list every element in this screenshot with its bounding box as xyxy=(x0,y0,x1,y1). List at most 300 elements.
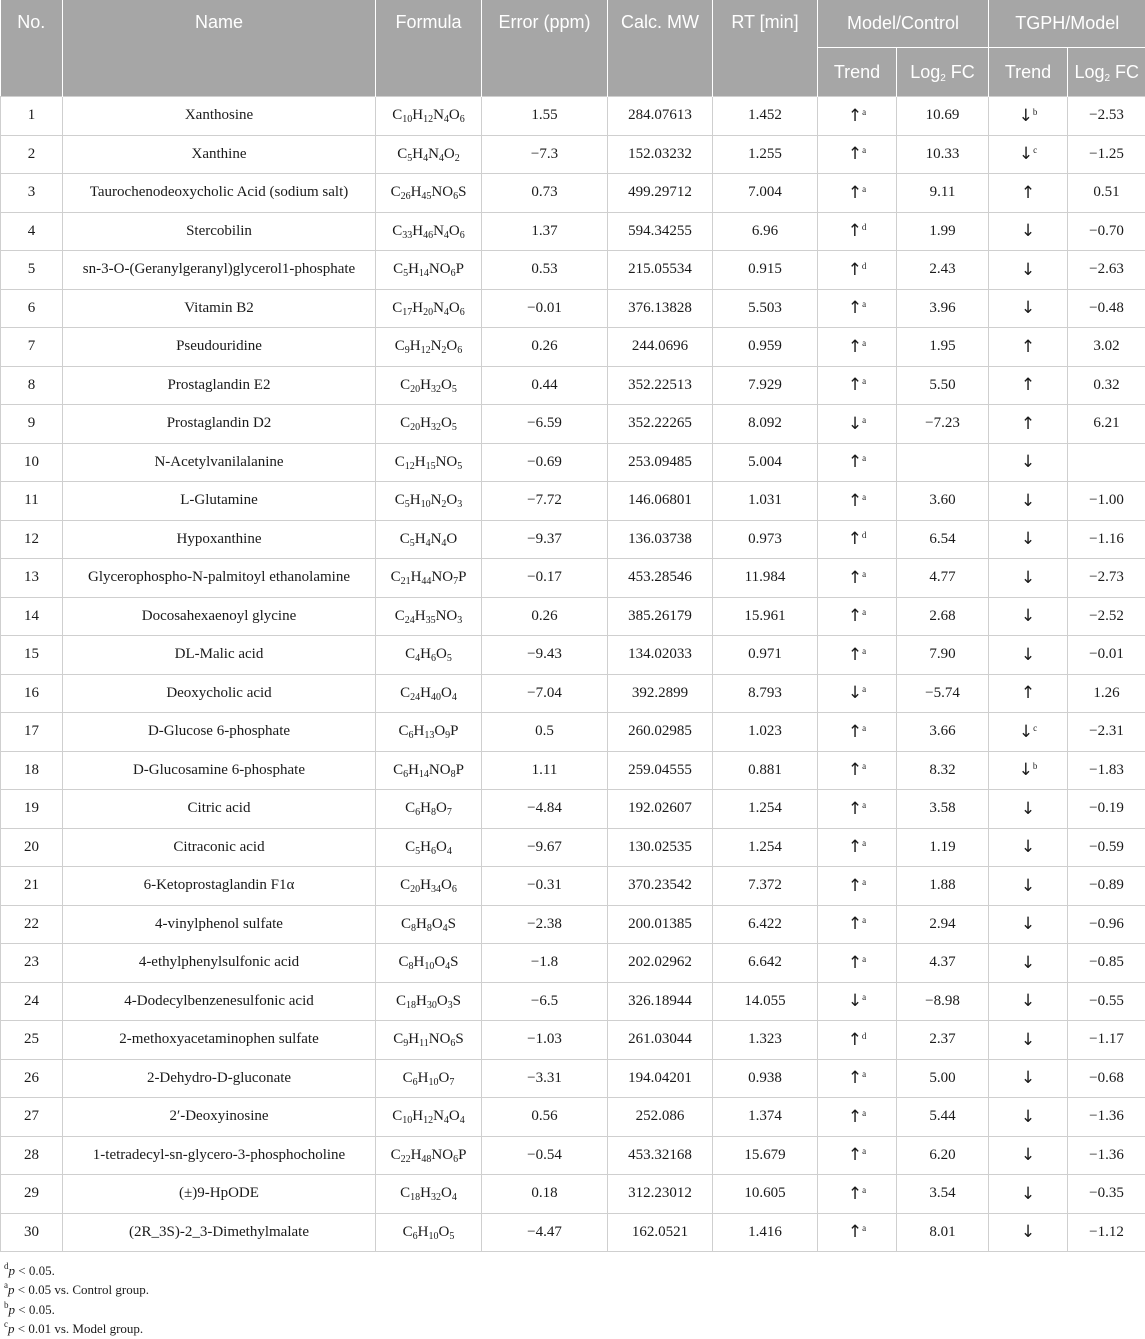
cell-error: 0.5 xyxy=(482,713,608,752)
cell-trend-model-control: ↑$^a$ xyxy=(818,443,897,482)
trend-arrow-icon: ↑ xyxy=(848,106,862,126)
footnote: $^d$p < 0.05. xyxy=(4,1261,1145,1280)
cell-no: 23 xyxy=(1,944,63,983)
cell-name: Deoxycholic acid xyxy=(63,674,376,713)
cell-rt: 1.323 xyxy=(713,1021,818,1060)
cell-log2fc-model-control: 1.95 xyxy=(897,328,989,367)
cell-trend-tgph-model xyxy=(989,982,1068,1021)
trend-arrow-icon: ↓ xyxy=(1021,645,1035,665)
trend-arrow-icon: ↑ xyxy=(848,914,862,934)
cell-formula: $C_5H_4N_4O$ xyxy=(376,520,482,559)
table-row xyxy=(1,97,1145,136)
cell-log2fc-model-control: −5.74 xyxy=(897,674,989,713)
cell-trend-model-control: ↑$^a$ xyxy=(818,1213,897,1252)
cell-trend-model-control: ↑$^a$ xyxy=(818,559,897,598)
cell-rt: 7.004 xyxy=(713,174,818,213)
table-row xyxy=(1,1213,1145,1252)
group-tgph-model: TGPH/Model xyxy=(989,0,1145,48)
trend-arrow-icon: ↑ xyxy=(848,529,862,549)
cell-mw: 312.23012 xyxy=(608,1175,713,1214)
cell-trend-tgph-model xyxy=(989,1059,1068,1098)
cell-trend-tgph-model xyxy=(989,944,1068,983)
cell-name: Docosahexaenoyl glycine xyxy=(63,597,376,636)
cell-formula: $C_{24}H_{40}O_4$ xyxy=(376,674,482,713)
cell-formula: $C_{26}H_{45}NO_6S$ xyxy=(376,174,482,213)
cell-formula: $C_{22}H_{48}NO_6P$ xyxy=(376,1136,482,1175)
cell-rt: 0.971 xyxy=(713,636,818,675)
col-rt: RT [min] xyxy=(713,0,818,97)
trend-arrow-icon: ↑ xyxy=(848,375,862,395)
cell-log2fc-tgph-model: 3.02 xyxy=(1068,328,1145,367)
cell-mw: 370.23542 xyxy=(608,867,713,906)
cell-no: 7 xyxy=(1,328,63,367)
cell-name: 6-Ketoprostaglandin F1α xyxy=(63,867,376,906)
trend-arrow-icon: ↑ xyxy=(1021,375,1035,395)
trend-arrow-icon: ↑ xyxy=(848,337,862,357)
cell-name: 2-Dehydro-D-gluconate xyxy=(63,1059,376,1098)
cell-error: −0.69 xyxy=(482,443,608,482)
cell-no: 29 xyxy=(1,1175,63,1214)
cell-trend-model-control: ↑$^a$ xyxy=(818,135,897,174)
trend-arrow-icon: ↓ xyxy=(1019,106,1033,126)
trend-arrow-icon: ↑ xyxy=(848,722,862,742)
cell-log2fc-tgph-model: −2.63 xyxy=(1068,251,1145,290)
cell-mw: 260.02985 xyxy=(608,713,713,752)
cell-trend-tgph-model xyxy=(989,905,1068,944)
cell-formula: $C_{18}H_{32}O_4$ xyxy=(376,1175,482,1214)
trend-arrow-icon: ↑ xyxy=(1021,183,1035,203)
cell-rt: 1.031 xyxy=(713,482,818,521)
cell-error: −0.31 xyxy=(482,867,608,906)
cell-mw: 385.26179 xyxy=(608,597,713,636)
cell-rt: 1.452 xyxy=(713,97,818,136)
cell-name: 2-methoxyacetaminophen sulfate xyxy=(63,1021,376,1060)
table-row xyxy=(1,636,1145,675)
trend-arrow-icon: ↑ xyxy=(848,837,862,857)
trend-arrow-icon: ↓ xyxy=(1021,837,1035,857)
cell-log2fc-tgph-model: −1.17 xyxy=(1068,1021,1145,1060)
cell-trend-tgph-model: ↓$^c$ xyxy=(989,713,1068,752)
cell-formula: $C_5H_4N_4O_2$ xyxy=(376,135,482,174)
cell-name: Xanthine xyxy=(63,135,376,174)
cell-no: 6 xyxy=(1,289,63,328)
cell-log2fc-tgph-model: −0.55 xyxy=(1068,982,1145,1021)
cell-formula: $C_{21}H_{44}NO_7P$ xyxy=(376,559,482,598)
trend-arrow-icon: ↑ xyxy=(848,260,862,280)
cell-no: 14 xyxy=(1,597,63,636)
cell-formula: $C_{20}H_{32}O_5$ xyxy=(376,366,482,405)
trend-arrow-icon: ↑ xyxy=(848,1107,862,1127)
cell-trend-model-control: ↑$^a$ xyxy=(818,790,897,829)
cell-log2fc-tgph-model: −2.52 xyxy=(1068,597,1145,636)
table-row xyxy=(1,713,1145,752)
cell-log2fc-tgph-model: −1.12 xyxy=(1068,1213,1145,1252)
cell-no: 12 xyxy=(1,520,63,559)
cell-log2fc-model-control: 3.96 xyxy=(897,289,989,328)
cell-rt: 7.929 xyxy=(713,366,818,405)
trend-arrow-icon: ↑ xyxy=(848,760,862,780)
cell-trend-model-control: ↑$^a$ xyxy=(818,636,897,675)
cell-log2fc-tgph-model: −2.73 xyxy=(1068,559,1145,598)
trend-arrow-icon: ↑ xyxy=(1021,683,1035,703)
trend-arrow-icon: ↓ xyxy=(848,683,862,703)
cell-error: −3.31 xyxy=(482,1059,608,1098)
table-row xyxy=(1,790,1145,829)
trend-arrow-icon: ↑ xyxy=(848,183,862,203)
col-log2fc-2: Log$_2$ FC xyxy=(1068,48,1145,97)
col-trend-2: Trend xyxy=(989,48,1068,97)
cell-log2fc-tgph-model: −1.83 xyxy=(1068,751,1145,790)
footnote: $^c$p < 0.01 vs. Model group. xyxy=(4,1319,1145,1338)
cell-trend-model-control: ↑$^d$ xyxy=(818,212,897,251)
table-row xyxy=(1,1136,1145,1175)
table-row xyxy=(1,135,1145,174)
cell-trend-tgph-model xyxy=(989,1136,1068,1175)
cell-trend-model-control: ↑$^a$ xyxy=(818,482,897,521)
cell-error: 0.26 xyxy=(482,597,608,636)
cell-error: −9.37 xyxy=(482,520,608,559)
cell-mw: 244.0696 xyxy=(608,328,713,367)
trend-arrow-icon: ↑ xyxy=(848,452,862,472)
cell-log2fc-model-control: 4.77 xyxy=(897,559,989,598)
cell-error: −1.03 xyxy=(482,1021,608,1060)
cell-rt: 0.881 xyxy=(713,751,818,790)
cell-trend-tgph-model xyxy=(989,174,1068,213)
cell-mw: 194.04201 xyxy=(608,1059,713,1098)
cell-name: sn-3-O-(Geranylgeranyl)glycerol1-phosphate xyxy=(63,251,376,290)
trend-arrow-icon: ↓ xyxy=(1021,914,1035,934)
cell-error: −7.04 xyxy=(482,674,608,713)
trend-arrow-icon: ↓ xyxy=(1021,221,1035,241)
trend-arrow-icon: ↓ xyxy=(848,414,862,434)
table-row xyxy=(1,828,1145,867)
cell-trend-tgph-model xyxy=(989,251,1068,290)
cell-trend-model-control: ↑$^a$ xyxy=(818,597,897,636)
cell-error: −6.59 xyxy=(482,405,608,444)
cell-formula: $C_{12}H_{15}NO_5$ xyxy=(376,443,482,482)
cell-name: Pseudouridine xyxy=(63,328,376,367)
cell-log2fc-model-control xyxy=(897,443,989,482)
cell-mw: 202.02962 xyxy=(608,944,713,983)
footnote: $^a$p < 0.05 vs. Control group. xyxy=(4,1280,1145,1299)
cell-error: −7.3 xyxy=(482,135,608,174)
cell-trend-tgph-model xyxy=(989,1098,1068,1137)
cell-log2fc-model-control: 7.90 xyxy=(897,636,989,675)
cell-error: 1.55 xyxy=(482,97,608,136)
cell-name: D-Glucosamine 6-phosphate xyxy=(63,751,376,790)
cell-error: 0.18 xyxy=(482,1175,608,1214)
table-row xyxy=(1,405,1145,444)
cell-trend-model-control: ↑$^a$ xyxy=(818,1098,897,1137)
cell-trend-tgph-model xyxy=(989,1021,1068,1060)
cell-no: 24 xyxy=(1,982,63,1021)
trend-arrow-icon: ↓ xyxy=(1021,260,1035,280)
cell-trend-tgph-model xyxy=(989,366,1068,405)
trend-arrow-icon: ↓ xyxy=(1021,1145,1035,1165)
cell-no: 27 xyxy=(1,1098,63,1137)
cell-formula: $C_{10}H_{12}N_4O_6$ xyxy=(376,97,482,136)
cell-no: 4 xyxy=(1,212,63,251)
table-row xyxy=(1,1059,1145,1098)
col-mw: Calc. MW xyxy=(608,0,713,97)
cell-mw: 594.34255 xyxy=(608,212,713,251)
cell-trend-model-control: ↑$^a$ xyxy=(818,174,897,213)
trend-arrow-icon: ↓ xyxy=(848,991,862,1011)
cell-rt: 8.092 xyxy=(713,405,818,444)
cell-no: 25 xyxy=(1,1021,63,1060)
cell-mw: 326.18944 xyxy=(608,982,713,1021)
trend-arrow-icon: ↑ xyxy=(848,953,862,973)
cell-log2fc-model-control: 8.32 xyxy=(897,751,989,790)
cell-trend-tgph-model xyxy=(989,597,1068,636)
cell-formula: $C_{20}H_{32}O_5$ xyxy=(376,405,482,444)
cell-mw: 499.29712 xyxy=(608,174,713,213)
cell-trend-model-control: ↑$^d$ xyxy=(818,251,897,290)
cell-no: 20 xyxy=(1,828,63,867)
trend-arrow-icon: ↑ xyxy=(848,491,862,511)
cell-formula: $C_{33}H_{46}N_4O_6$ xyxy=(376,212,482,251)
group-model-control: Model/Control xyxy=(818,0,989,48)
trend-arrow-icon: ↑ xyxy=(848,1030,862,1050)
cell-trend-model-control: ↑$^a$ xyxy=(818,1175,897,1214)
cell-formula: $C_5H_{10}N_2O_3$ xyxy=(376,482,482,521)
cell-mw: 253.09485 xyxy=(608,443,713,482)
cell-log2fc-tgph-model: −1.36 xyxy=(1068,1098,1145,1137)
trend-arrow-icon: ↓ xyxy=(1021,529,1035,549)
cell-log2fc-model-control: 5.00 xyxy=(897,1059,989,1098)
cell-no: 5 xyxy=(1,251,63,290)
table-row xyxy=(1,212,1145,251)
cell-error: 0.53 xyxy=(482,251,608,290)
cell-trend-tgph-model xyxy=(989,212,1068,251)
cell-rt: 0.915 xyxy=(713,251,818,290)
cell-log2fc-model-control: 2.94 xyxy=(897,905,989,944)
cell-trend-tgph-model xyxy=(989,559,1068,598)
cell-formula: $C_{17}H_{20}N_4O_6$ xyxy=(376,289,482,328)
cell-rt: 0.973 xyxy=(713,520,818,559)
cell-error: −0.01 xyxy=(482,289,608,328)
table-row xyxy=(1,597,1145,636)
cell-mw: 152.03232 xyxy=(608,135,713,174)
cell-no: 2 xyxy=(1,135,63,174)
cell-trend-tgph-model xyxy=(989,405,1068,444)
cell-error: −9.43 xyxy=(482,636,608,675)
cell-error: −7.72 xyxy=(482,482,608,521)
cell-mw: 392.2899 xyxy=(608,674,713,713)
cell-no: 19 xyxy=(1,790,63,829)
cell-trend-model-control: ↑$^a$ xyxy=(818,366,897,405)
cell-log2fc-model-control: 5.50 xyxy=(897,366,989,405)
cell-trend-tgph-model xyxy=(989,1175,1068,1214)
cell-trend-model-control: ↑$^a$ xyxy=(818,905,897,944)
cell-log2fc-model-control: 4.37 xyxy=(897,944,989,983)
trend-arrow-icon: ↓ xyxy=(1021,991,1035,1011)
cell-name: DL-Malic acid xyxy=(63,636,376,675)
cell-trend-tgph-model xyxy=(989,867,1068,906)
cell-error: −4.84 xyxy=(482,790,608,829)
trend-arrow-icon: ↑ xyxy=(848,645,862,665)
cell-log2fc-tgph-model: −0.85 xyxy=(1068,944,1145,983)
cell-mw: 162.0521 xyxy=(608,1213,713,1252)
cell-no: 9 xyxy=(1,405,63,444)
cell-log2fc-model-control: 10.33 xyxy=(897,135,989,174)
cell-mw: 130.02535 xyxy=(608,828,713,867)
trend-arrow-icon: ↓ xyxy=(1021,1030,1035,1050)
cell-rt: 6.642 xyxy=(713,944,818,983)
cell-formula: $C_{24}H_{35}NO_3$ xyxy=(376,597,482,636)
cell-error: −2.38 xyxy=(482,905,608,944)
trend-arrow-icon: ↓ xyxy=(1021,1184,1035,1204)
cell-log2fc-model-control: 1.99 xyxy=(897,212,989,251)
cell-no: 13 xyxy=(1,559,63,598)
cell-log2fc-model-control: 6.20 xyxy=(897,1136,989,1175)
cell-no: 17 xyxy=(1,713,63,752)
cell-formula: $C_{18}H_{30}O_3S$ xyxy=(376,982,482,1021)
cell-log2fc-tgph-model: −0.35 xyxy=(1068,1175,1145,1214)
cell-log2fc-tgph-model: 1.26 xyxy=(1068,674,1145,713)
cell-trend-model-control: ↑$^a$ xyxy=(818,751,897,790)
cell-name: Vitamin B2 xyxy=(63,289,376,328)
cell-mw: 192.02607 xyxy=(608,790,713,829)
trend-arrow-icon: ↓ xyxy=(1021,876,1035,896)
cell-trend-model-control: ↑$^a$ xyxy=(818,713,897,752)
table-row xyxy=(1,289,1145,328)
trend-arrow-icon: ↑ xyxy=(848,1184,862,1204)
cell-formula: $C_6H_{14}NO_8P$ xyxy=(376,751,482,790)
cell-log2fc-tgph-model: −0.19 xyxy=(1068,790,1145,829)
cell-rt: 15.679 xyxy=(713,1136,818,1175)
cell-name: 1-tetradecyl-sn-glycero-3-phosphocholine xyxy=(63,1136,376,1175)
cell-log2fc-tgph-model: 0.32 xyxy=(1068,366,1145,405)
table-row xyxy=(1,751,1145,790)
trend-arrow-icon: ↑ xyxy=(848,876,862,896)
cell-log2fc-tgph-model: −1.36 xyxy=(1068,1136,1145,1175)
cell-name: 4-Dodecylbenzenesulfonic acid xyxy=(63,982,376,1021)
cell-no: 10 xyxy=(1,443,63,482)
cell-error: 0.73 xyxy=(482,174,608,213)
cell-log2fc-model-control: 5.44 xyxy=(897,1098,989,1137)
trend-arrow-icon: ↓ xyxy=(1021,568,1035,588)
cell-mw: 215.05534 xyxy=(608,251,713,290)
cell-name: Taurochenodeoxycholic Acid (sodium salt) xyxy=(63,174,376,213)
trend-arrow-icon: ↑ xyxy=(848,221,862,241)
cell-error: 1.11 xyxy=(482,751,608,790)
trend-arrow-icon: ↓ xyxy=(1021,1222,1035,1242)
cell-log2fc-model-control: 9.11 xyxy=(897,174,989,213)
cell-log2fc-tgph-model xyxy=(1068,443,1145,482)
table-header xyxy=(1,0,1145,97)
cell-no: 26 xyxy=(1,1059,63,1098)
cell-no: 1 xyxy=(1,97,63,136)
trend-arrow-icon: ↓ xyxy=(1021,298,1035,318)
cell-mw: 252.086 xyxy=(608,1098,713,1137)
cell-mw: 453.28546 xyxy=(608,559,713,598)
cell-log2fc-model-control: 10.69 xyxy=(897,97,989,136)
table-body xyxy=(1,97,1145,1252)
cell-mw: 284.07613 xyxy=(608,97,713,136)
trend-arrow-icon: ↓ xyxy=(1019,760,1033,780)
cell-no: 16 xyxy=(1,674,63,713)
cell-no: 3 xyxy=(1,174,63,213)
cell-rt: 8.793 xyxy=(713,674,818,713)
cell-name: N-Acetylvanilalanine xyxy=(63,443,376,482)
cell-rt: 5.004 xyxy=(713,443,818,482)
table-row xyxy=(1,251,1145,290)
cell-rt: 0.938 xyxy=(713,1059,818,1098)
cell-no: 11 xyxy=(1,482,63,521)
cell-trend-model-control: ↑$^a$ xyxy=(818,867,897,906)
cell-rt: 11.984 xyxy=(713,559,818,598)
trend-arrow-icon: ↑ xyxy=(848,799,862,819)
trend-arrow-icon: ↑ xyxy=(848,1222,862,1242)
cell-name: (2R_3S)-2_3-Dimethylmalate xyxy=(63,1213,376,1252)
cell-log2fc-tgph-model: −0.70 xyxy=(1068,212,1145,251)
col-trend-1: Trend xyxy=(818,48,897,97)
cell-no: 15 xyxy=(1,636,63,675)
table-footnotes xyxy=(0,1252,1145,1339)
cell-error: −4.47 xyxy=(482,1213,608,1252)
trend-arrow-icon: ↑ xyxy=(1021,414,1035,434)
trend-arrow-icon: ↓ xyxy=(1021,452,1035,472)
trend-arrow-icon: ↑ xyxy=(848,298,862,318)
cell-log2fc-tgph-model: −1.00 xyxy=(1068,482,1145,521)
trend-arrow-icon: ↑ xyxy=(848,144,862,164)
cell-mw: 453.32168 xyxy=(608,1136,713,1175)
trend-arrow-icon: ↓ xyxy=(1021,1107,1035,1127)
cell-formula: $C_9H_{12}N_2O_6$ xyxy=(376,328,482,367)
cell-rt: 5.503 xyxy=(713,289,818,328)
cell-no: 18 xyxy=(1,751,63,790)
table-row xyxy=(1,559,1145,598)
cell-trend-model-control: ↑$^d$ xyxy=(818,1021,897,1060)
cell-name: (±)9-HpODE xyxy=(63,1175,376,1214)
table-row xyxy=(1,982,1145,1021)
cell-rt: 10.605 xyxy=(713,1175,818,1214)
table-row xyxy=(1,443,1145,482)
trend-arrow-icon: ↑ xyxy=(848,568,862,588)
cell-formula: $C_5H_6O_4$ xyxy=(376,828,482,867)
cell-error: −1.8 xyxy=(482,944,608,983)
trend-arrow-icon: ↑ xyxy=(848,1068,862,1088)
footnote: $^b$p < 0.05. xyxy=(4,1300,1145,1319)
cell-log2fc-tgph-model: −0.59 xyxy=(1068,828,1145,867)
cell-log2fc-model-control: 8.01 xyxy=(897,1213,989,1252)
cell-name: Glycerophospho-N-palmitoyl ethanolamine xyxy=(63,559,376,598)
cell-formula: $C_6H_{13}O_9P$ xyxy=(376,713,482,752)
cell-name: L-Glutamine xyxy=(63,482,376,521)
cell-rt: 1.254 xyxy=(713,828,818,867)
cell-mw: 259.04555 xyxy=(608,751,713,790)
table-row xyxy=(1,1021,1145,1060)
cell-log2fc-tgph-model: 6.21 xyxy=(1068,405,1145,444)
cell-log2fc-model-control: −7.23 xyxy=(897,405,989,444)
cell-trend-model-control: ↑$^a$ xyxy=(818,328,897,367)
cell-no: 22 xyxy=(1,905,63,944)
cell-error: −0.54 xyxy=(482,1136,608,1175)
cell-rt: 1.374 xyxy=(713,1098,818,1137)
cell-trend-model-control: ↑$^a$ xyxy=(818,1136,897,1175)
cell-name: 2′-Deoxyinosine xyxy=(63,1098,376,1137)
cell-trend-model-control: ↑$^a$ xyxy=(818,1059,897,1098)
trend-arrow-icon: ↑ xyxy=(848,606,862,626)
cell-log2fc-model-control: 3.66 xyxy=(897,713,989,752)
cell-log2fc-tgph-model: −2.53 xyxy=(1068,97,1145,136)
cell-rt: 6.96 xyxy=(713,212,818,251)
cell-log2fc-model-control: 1.19 xyxy=(897,828,989,867)
cell-rt: 1.416 xyxy=(713,1213,818,1252)
cell-name: Citraconic acid xyxy=(63,828,376,867)
cell-log2fc-model-control: 6.54 xyxy=(897,520,989,559)
